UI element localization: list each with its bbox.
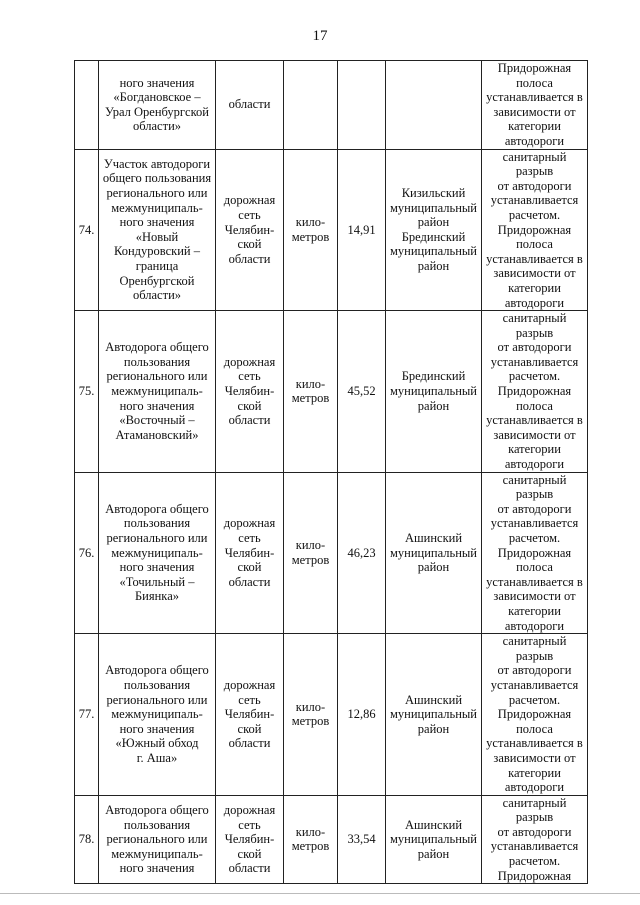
notes: санитарный разрыв от автодороги устанавливается расчетом. Придорожная полоса устанавливается в зависимости от категории автодороги	[482, 634, 588, 796]
road-network: дорожная сеть Челябин- ской области	[216, 795, 284, 884]
row-number: 76.	[75, 472, 99, 634]
roads-table	[74, 60, 588, 884]
unit	[284, 61, 338, 150]
row-number: 75.	[75, 311, 99, 473]
length: 46,23	[338, 472, 386, 634]
scan-edge-line	[0, 893, 640, 894]
unit: кило- метров	[284, 311, 338, 473]
table-row	[75, 634, 588, 796]
road-name: Автодорога общего пользования регионального или межмуниципаль- ного значения «Точильный – Биянка»	[99, 472, 216, 634]
road-name: Участок автодороги общего пользования регионального или межмуниципаль- ного значения «Новый Кондуровский – граница Оренбургской области»	[99, 149, 216, 311]
length: 45,52	[338, 311, 386, 473]
table-row	[75, 149, 588, 311]
notes: санитарный разрыв от автодороги устанавливается расчетом. Придорожная полоса устанавливается в зависимости от категории автодороги	[482, 149, 588, 311]
road-network: дорожная сеть Челябин- ской области	[216, 311, 284, 473]
unit: кило- метров	[284, 149, 338, 311]
municipal-area: Брединский муниципальный район	[386, 311, 482, 473]
municipal-area: Ашинский муниципальный район	[386, 795, 482, 884]
municipal-area: Ашинский муниципальный район	[386, 472, 482, 634]
notes: санитарный разрыв от автодороги устанавливается расчетом. Придорожная	[482, 795, 588, 884]
municipal-area	[386, 61, 482, 150]
unit: кило- метров	[284, 795, 338, 884]
length: 33,54	[338, 795, 386, 884]
unit: кило- метров	[284, 472, 338, 634]
road-network: дорожная сеть Челябин- ской области	[216, 634, 284, 796]
length: 14,91	[338, 149, 386, 311]
row-number: 77.	[75, 634, 99, 796]
page-number: 17	[312, 28, 328, 44]
length: 12,86	[338, 634, 386, 796]
row-number: 74.	[75, 149, 99, 311]
unit: кило- метров	[284, 634, 338, 796]
row-number	[75, 61, 99, 150]
notes: санитарный разрыв от автодороги устанавливается расчетом. Придорожная полоса устанавливается в зависимости от категории автодороги	[482, 311, 588, 473]
table-row	[75, 795, 588, 884]
municipal-area: Кизильский муниципальный район Брединский муниципальный район	[386, 149, 482, 311]
municipal-area: Ашинский муниципальный район	[386, 634, 482, 796]
row-number: 78.	[75, 795, 99, 884]
table-row	[75, 472, 588, 634]
road-name: ного значения «Богдановское – Урал Оренбургской области»	[99, 61, 216, 150]
table-row	[75, 311, 588, 473]
road-name: Автодорога общего пользования регионального или межмуниципаль- ного значения	[99, 795, 216, 884]
road-name: Автодорога общего пользования регионального или межмуниципаль- ного значения «Южный обход г. Аша»	[99, 634, 216, 796]
table-row	[75, 61, 588, 150]
road-network: области	[216, 61, 284, 150]
length	[338, 61, 386, 150]
road-network: дорожная сеть Челябин- ской области	[216, 149, 284, 311]
road-name: Автодорога общего пользования регионального или межмуниципаль- ного значения «Восточный – Атамановский»	[99, 311, 216, 473]
notes: Придорожная полоса устанавливается в зависимости от категории автодороги	[482, 61, 588, 150]
notes: санитарный разрыв от автодороги устанавливается расчетом. Придорожная полоса устанавливается в зависимости от категории автодороги	[482, 472, 588, 634]
road-network: дорожная сеть Челябин- ской области	[216, 472, 284, 634]
